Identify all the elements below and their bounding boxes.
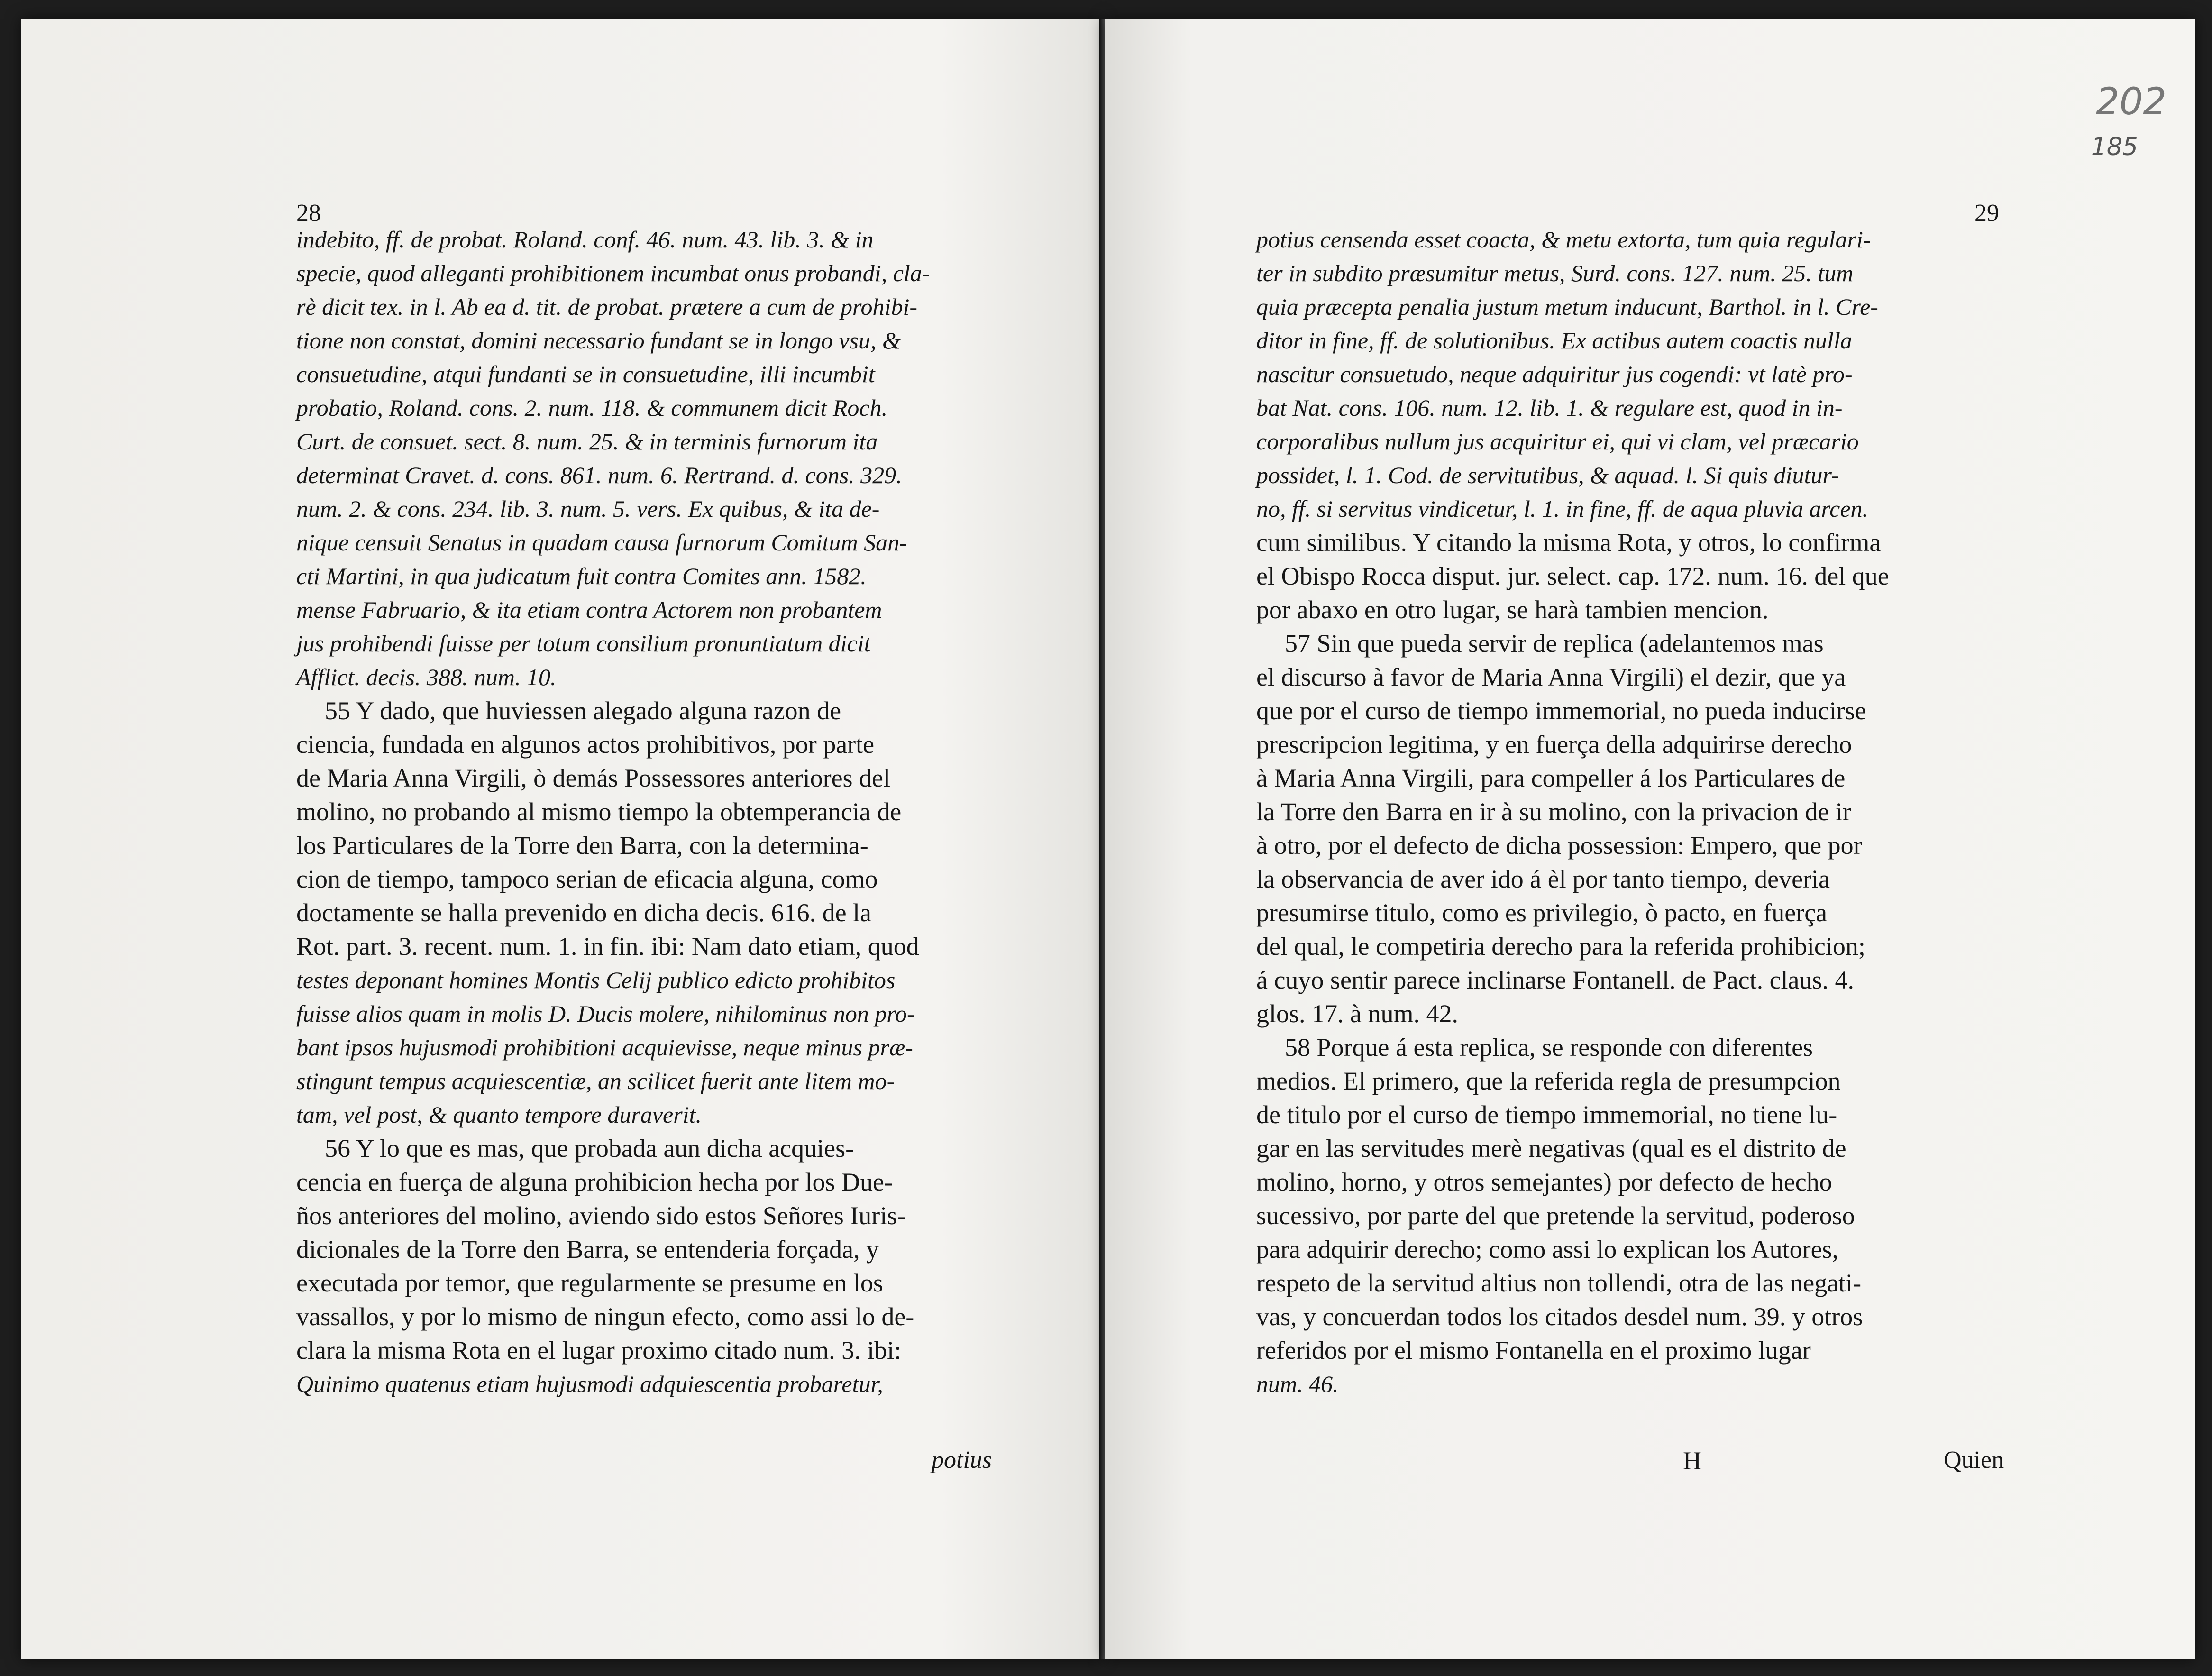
text-line: 57 Sin que pueda servir de replica (adelantemos mas [1285, 629, 1824, 658]
text-line: à Maria Anna Virgili, para compeller á los Particulares de [1256, 764, 1846, 792]
text-line: tione non constat, domini necessario fundant se in longo vsu, & [296, 327, 901, 354]
text-line: fuisse alios quam in molis D. Ducis molere, nihilominus non pro- [296, 1000, 915, 1027]
text-line: mense Fabruario, & ita etiam contra Actorem non probantem [296, 596, 882, 623]
catchword-left: potius [932, 1447, 992, 1474]
text-line: clara la misma Rota en el lugar proximo citado num. 3. ibi: [296, 1336, 902, 1365]
text-line: Curt. de consuet. sect. 8. num. 25. & in terminis furnorum ita [296, 428, 878, 455]
page-number-right: 29 [1974, 200, 1999, 227]
text-line: la Torre den Barra en ir à su molino, con la privacion de ir [1256, 797, 1851, 826]
text-line: probatio, Roland. cons. 2. num. 118. & communem dicit Roch. [296, 394, 888, 421]
text-line: medios. El primero, que la referida regla de presumpcion [1256, 1067, 1841, 1095]
text-line: bat Nat. cons. 106. num. 12. lib. 1. & regulare est, quod in in- [1256, 394, 1843, 421]
text-line: el Obispo Rocca disput. jur. select. cap. 172. num. 16. del que [1256, 562, 1889, 590]
text-line: prescripcion legitima, y en fuerça della adquirirse derecho [1256, 730, 1852, 759]
text-line: ter in subdito præsumitur metus, Surd. cons. 127. num. 25. tum [1256, 260, 1854, 286]
text-line: molino, no probando al mismo tiempo la obtemperancia de [296, 797, 902, 826]
text-line: possidet, l. 1. Cod. de servitutibus, & aquad. l. Si quis diutur- [1256, 462, 1839, 488]
text-line: presumirse titulo, como es privilegio, ò pacto, en fuerça [1256, 898, 1828, 927]
text-line: cencia en fuerça de alguna prohibicion hecha por los Due- [296, 1168, 893, 1196]
text-line: glos. 17. à num. 42. [1256, 999, 1458, 1028]
text-line: vas, y concuerdan todos los citados desdel num. 39. y otros [1256, 1302, 1863, 1331]
right-page-text [1256, 223, 1996, 1401]
text-line: executada por temor, que regularmente se presume en los [296, 1269, 883, 1297]
signature-mark: H [1683, 1447, 1701, 1475]
text-line: quia præcepta penalia justum metum inducunt, Barthol. in l. Cre- [1256, 293, 1878, 320]
text-line: 56 Y lo que es mas, que probada aun dicha acquies- [325, 1134, 854, 1163]
folio-number-pencil: 185 [2091, 133, 2138, 161]
text-line: referidos por el mismo Fontanella en el proximo lugar [1256, 1336, 1811, 1365]
text-line: molino, horno, y otros semejantes) por defecto de hecho [1256, 1168, 1832, 1196]
text-line: num. 2. & cons. 234. lib. 3. num. 5. vers. Ex quibus, & ita de- [296, 495, 880, 522]
text-line: la observancia de aver ido á èl por tanto tiempo, deveria [1256, 865, 1830, 893]
left-page-text [296, 223, 1026, 1401]
text-line: respeto de la servitud altius non tollendi, otra de las negati- [1256, 1269, 1862, 1297]
text-line: del qual, le competiria derecho para la referida prohibicion; [1256, 932, 1865, 961]
text-line: sucessivo, por parte del que pretende la servitud, poderoso [1256, 1201, 1855, 1230]
text-line: nique censuit Senatus in quadam causa furnorum Comitum San- [296, 529, 907, 556]
text-line: ditor in fine, ff. de solutionibus. Ex actibus autem coactis nulla [1256, 327, 1852, 354]
text-line: jus prohibendi fuisse per totum consilium pronuntiatum dicit [296, 630, 871, 657]
text-line: cion de tiempo, tampoco serian de eficacia alguna, como [296, 865, 878, 893]
text-line: Quinimo quatenus etiam hujusmodi adquiescentia probaretur, [296, 1371, 883, 1397]
text-line: corporalibus nullum jus acquiritur ei, qui vi clam, vel præcario [1256, 428, 1859, 455]
text-line: Afflict. decis. 388. num. 10. [296, 664, 557, 690]
text-line: ños anteriores del molino, aviendo sido estos Señores Iuris- [296, 1201, 906, 1230]
text-line: 58 Porque á esta replica, se responde con diferentes [1285, 1033, 1813, 1062]
text-line: potius censenda esset coacta, & metu extorta, tum quia regulari- [1256, 226, 1871, 253]
text-line: determinat Cravet. d. cons. 861. num. 6. Rertrand. d. cons. 329. [296, 462, 902, 488]
text-line: cti Martini, in qua judicatum fuit contra Comites ann. 1582. [296, 563, 867, 589]
text-line: 55 Y dado, que huviessen alegado alguna razon de [325, 696, 841, 725]
text-line: ciencia, fundada en algunos actos prohibitivos, por parte [296, 730, 875, 759]
text-line: que por el curso de tiempo immemorial, no pueda inducirse [1256, 696, 1866, 725]
text-line: indebito, ff. de probat. Roland. conf. 46. num. 43. lib. 3. & in [296, 226, 874, 253]
text-line: gar en las servitudes merè negativas (qual es el distrito de [1256, 1134, 1846, 1163]
text-line: doctamente se halla prevenido en dicha decis. 616. de la [296, 898, 872, 927]
text-line: á cuyo sentir parece inclinarse Fontanell. de Pact. claus. 4. [1256, 966, 1855, 994]
text-line: rè dicit tex. in l. Ab ea d. tit. de probat. prætere a cum de prohibi- [296, 293, 917, 320]
text-line: vassallos, y por lo mismo de ningun efecto, como assi lo de- [296, 1302, 914, 1331]
text-line: por abaxo en otro lugar, se harà tambien mencion. [1256, 595, 1769, 624]
text-line: à otro, por el defecto de dicha possession: Empero, que por [1256, 831, 1862, 860]
text-line: para adquirir derecho; como assi lo explican los Autores, [1256, 1235, 1839, 1264]
text-line: num. 46. [1256, 1371, 1339, 1397]
text-line: testes deponant homines Montis Celij publico edicto prohibitos [296, 967, 896, 993]
folio-number-ink: 202 [2096, 81, 2166, 123]
text-line: consuetudine, atqui fundanti se in consuetudine, illi incumbit [296, 361, 875, 387]
text-line: los Particulares de la Torre den Barra, con la determina- [296, 831, 868, 860]
text-line: stingunt tempus acquiescentiæ, an scilicet fuerit ante litem mo- [296, 1068, 895, 1094]
text-line: cum similibus. Y citando la misma Rota, y otros, lo confirma [1256, 528, 1881, 557]
right-page [1105, 19, 2195, 1659]
text-line: tam, vel post, & quanto tempore duraverit. [296, 1101, 702, 1128]
text-line: no, ff. si servitus vindicetur, l. 1. in fine, ff. de aqua pluvia arcen. [1256, 495, 1869, 522]
text-line: el discurso à favor de Maria Anna Virgili) el dezir, que ya [1256, 663, 1846, 691]
text-line: nascitur consuetudo, neque adquiritur jus cogendi: vt latè pro- [1256, 361, 1853, 387]
left-page [21, 19, 1102, 1659]
page-number-left: 28 [296, 200, 321, 227]
text-line: bant ipsos hujusmodi prohibitioni acquievisse, neque minus præ- [296, 1034, 913, 1061]
text-line: Rot. part. 3. recent. num. 1. in fin. ibi: Nam dato etiam, quod [296, 932, 919, 961]
catchword-right: Quien [1944, 1447, 2004, 1474]
text-line: de Maria Anna Virgili, ò demás Possessores anteriores del [296, 764, 891, 792]
text-line: de titulo por el curso de tiempo immemorial, no tiene lu- [1256, 1100, 1837, 1129]
text-line: specie, quod alleganti prohibitionem incumbat onus probandi, cla- [296, 260, 930, 286]
text-line: dicionales de la Torre den Barra, se entenderia forçada, y [296, 1235, 879, 1264]
